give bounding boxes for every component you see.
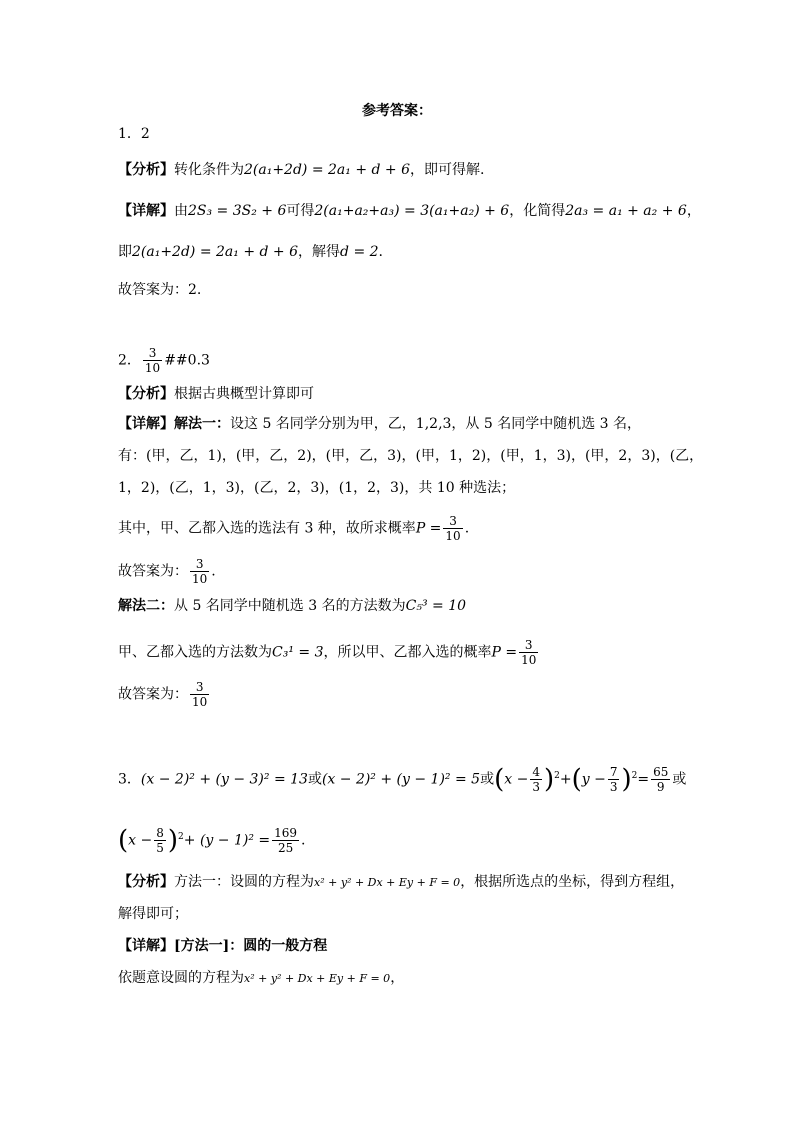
q2-answer-line bbox=[118, 346, 734, 375]
q2-method1-list-1: 有：(甲，乙，1)，(甲，乙，2)，(甲，乙，3)，(甲，1，2)，(甲，1，3)，(甲，2，3)，(乙， bbox=[118, 448, 704, 464]
q2-method2-numerator: 3 bbox=[519, 638, 538, 653]
q1-line2-text-b: ，解得 bbox=[298, 244, 341, 260]
q3-detail-line-2 bbox=[118, 968, 734, 989]
q3-detail-text-b: ， bbox=[390, 970, 405, 986]
q3-equation-2: (x − 2)² + (y − 1)² = 5 bbox=[321, 771, 481, 788]
q1-analysis-text-a: 转化条件为 bbox=[174, 162, 244, 178]
q3-analysis-line-2: 解得即可； bbox=[118, 906, 188, 922]
q3-eq3-fraction-1 bbox=[530, 765, 542, 794]
page-title: 参考答案： bbox=[362, 103, 432, 119]
q1-analysis-text-b: ，即可得解. bbox=[410, 162, 485, 178]
q3-detail-text-a: 依题意设圆的方程为 bbox=[118, 970, 244, 986]
q3-eq4-fraction-1 bbox=[154, 826, 166, 855]
q3-eq3-numerator-3: 65 bbox=[653, 765, 669, 779]
q1-analysis-tag: 【分析】 bbox=[118, 162, 174, 178]
q2-method2-equation-2: C₃¹ = 3 bbox=[272, 644, 324, 661]
q2-method1-probability-line bbox=[118, 514, 734, 543]
q2-method2-p: P = bbox=[491, 644, 518, 661]
q2-method1-text-d: 其中，甲、乙都入选的选法有 3 种，故所求概率 bbox=[118, 520, 416, 537]
q1-answer-line bbox=[118, 124, 734, 144]
q3-eq3-plus: + bbox=[559, 771, 572, 788]
q3-eq4-end: . bbox=[301, 832, 306, 849]
q3-eq3-equals: = bbox=[637, 771, 650, 788]
q3-detail-equation: x² + y² + Dx + Ey + F = 0 bbox=[244, 972, 391, 985]
q2-method1-numerator: 3 bbox=[443, 514, 462, 529]
q3-eq3-fraction-3 bbox=[651, 765, 670, 794]
q2-method1-fraction bbox=[443, 514, 462, 543]
q3-analysis-text-b: ，根据所选点的坐标，得到方程组， bbox=[460, 874, 685, 890]
q3-eq4-text-a: x − bbox=[128, 832, 153, 849]
q2-answer-alt: ##0.3 bbox=[164, 352, 210, 369]
q3-answer-line-1 bbox=[118, 765, 734, 794]
q2-method2-text-c: ，所以甲、乙都入选的概率 bbox=[323, 644, 492, 661]
q1-detail-equation-3: 2a₃ = a₁ + a₂ + 6 bbox=[565, 203, 687, 219]
q3-right-paren-2: ) bbox=[621, 764, 632, 795]
q2-final1-numerator: 3 bbox=[190, 557, 209, 572]
q1-line2-text-a: 即 bbox=[118, 244, 132, 260]
q2-detail-line bbox=[118, 414, 734, 434]
q3-eq4-text-b: + (y − 1)² = bbox=[183, 832, 271, 849]
q2-analysis-tag: 【分析】 bbox=[118, 386, 174, 402]
q2-analysis-line bbox=[118, 384, 734, 404]
q3-eq3-numerator-2: 7 bbox=[609, 765, 618, 779]
q3-analysis-text-a: 方法一：设圆的方程为 bbox=[174, 874, 314, 890]
q2-method1-p: P = bbox=[415, 520, 442, 537]
q3-eq3-denominator-2: 3 bbox=[609, 780, 618, 794]
q1-number: 1． bbox=[118, 126, 141, 142]
q2-final2-denominator: 10 bbox=[192, 695, 208, 709]
q3-answer-line-2 bbox=[118, 826, 734, 855]
q2-analysis-text: 根据古典概型计算即可 bbox=[174, 386, 314, 402]
q3-square-1: 2 bbox=[554, 770, 560, 781]
q1-detail-text-c: ，化简得 bbox=[509, 203, 566, 219]
q2-final-2 bbox=[118, 680, 734, 709]
q2-method2-line bbox=[118, 596, 734, 616]
q3-detail-line bbox=[118, 936, 734, 956]
q3-eq3-numerator-1: 4 bbox=[532, 765, 540, 779]
q3-detail-tag: 【详解】 bbox=[118, 938, 174, 954]
q3-equation-1: (x − 2)² + (y − 3)² = 13 bbox=[140, 771, 308, 788]
q2-final1-end: . bbox=[211, 563, 216, 580]
q2-method2-equation: C₅³ = 10 bbox=[405, 598, 467, 614]
q3-square-2: 2 bbox=[631, 770, 638, 781]
q2-final2-numerator: 3 bbox=[190, 680, 209, 695]
q3-detail-heading: [方法一]：圆的一般方程 bbox=[174, 938, 328, 954]
q2-method2-probability-line bbox=[118, 638, 734, 667]
q3-number: 3． bbox=[118, 771, 141, 788]
q1-analysis-equation: 2(a₁+2d) = 2a₁ + d + 6 bbox=[244, 162, 411, 178]
q3-left-paren-2: ( bbox=[571, 764, 582, 795]
q1-detail-line bbox=[118, 201, 734, 221]
q2-answer-denominator: 10 bbox=[144, 361, 161, 375]
q2-method2-denominator: 10 bbox=[521, 653, 537, 667]
q3-right-paren-3: ) bbox=[167, 825, 179, 856]
q3-eq4-numerator-1: 8 bbox=[156, 826, 164, 840]
q1-detail-text-b: 可得 bbox=[286, 203, 315, 219]
q1-detail-tag: 【详解】 bbox=[118, 203, 174, 219]
q3-eq4-denominator-2: 25 bbox=[277, 841, 294, 855]
q1-detail-text-a: 由 bbox=[174, 203, 188, 219]
q2-answer-numerator: 3 bbox=[143, 346, 162, 361]
q2-method2-text-a: 从 5 名同学中随机选 3 名的方法数为 bbox=[174, 598, 406, 614]
q2-final1-text: 故答案为： bbox=[118, 563, 188, 580]
q3-analysis-line bbox=[118, 872, 734, 893]
q2-final2-text: 故答案为： bbox=[118, 686, 188, 703]
q3-or-1: 或 bbox=[307, 771, 322, 788]
q1-final-answer: 故答案为：2. bbox=[118, 282, 202, 298]
q2-method1-tag: 解法一： bbox=[174, 416, 230, 432]
q2-method2-tag: 解法二： bbox=[118, 598, 174, 614]
q3-left-paren-3: ( bbox=[118, 825, 129, 856]
q3-eq3-denominator-1: 3 bbox=[532, 780, 540, 794]
q1-detail-text-d: ， bbox=[686, 203, 701, 219]
q3-eq3-denominator-3: 9 bbox=[656, 780, 665, 794]
q2-method2-fraction bbox=[519, 638, 538, 667]
q2-final1-denominator: 10 bbox=[192, 572, 208, 586]
q3-analysis-tag: 【分析】 bbox=[118, 874, 174, 890]
q2-method1-list-2: 1，2)，(乙，1，3)，(乙，2，3)，(1，2，3)，共 10 种选法； bbox=[118, 480, 516, 496]
q2-answer-fraction bbox=[143, 346, 162, 375]
q3-or-3: 或 bbox=[672, 771, 687, 788]
q2-final-1 bbox=[118, 557, 734, 586]
q3-eq4-numerator-2: 169 bbox=[274, 826, 298, 840]
q1-detail-equation-2: 2(a₁+a₂+a₃) = 3(a₁+a₂) + 6 bbox=[314, 203, 510, 219]
q2-final2-fraction bbox=[190, 680, 209, 709]
q2-final1-fraction bbox=[190, 557, 209, 586]
q3-eq3-text-a: x − bbox=[504, 771, 529, 788]
q1-analysis-line bbox=[118, 160, 734, 180]
q3-eq3-text-c: y − bbox=[581, 771, 606, 788]
q3-eq4-denominator-1: 5 bbox=[156, 841, 164, 855]
q3-square-3: 2 bbox=[178, 831, 184, 842]
q1-answer: 2 bbox=[140, 126, 150, 142]
q2-method2-text-b: 甲、乙都入选的方法数为 bbox=[118, 644, 272, 661]
q1-detail-equation-1: 2S₃ = 3S₂ + 6 bbox=[188, 203, 287, 219]
q2-method1-text-a: 设这 5 名同学分别为甲，乙，1,2,3，从 5 名同学中随机选 3 名， bbox=[230, 416, 642, 432]
q1-line2-equation-2: d = 2 bbox=[340, 244, 379, 260]
q1-line2-text-c: . bbox=[378, 244, 383, 260]
q2-number: 2． bbox=[118, 352, 141, 369]
q2-method1-denominator: 10 bbox=[445, 529, 461, 543]
q2-method1-end: . bbox=[464, 520, 470, 537]
q1-line2-equation-1: 2(a₁+2d) = 2a₁ + d + 6 bbox=[132, 244, 299, 260]
q3-left-paren-1: ( bbox=[494, 764, 505, 795]
q3-or-2: 或 bbox=[480, 771, 495, 788]
q3-eq4-fraction-2 bbox=[272, 826, 299, 855]
q1-detail-line-2 bbox=[118, 242, 734, 262]
q3-right-paren-1: ) bbox=[543, 764, 555, 795]
q2-detail-tag: 【详解】 bbox=[118, 416, 174, 432]
q3-eq3-fraction-2 bbox=[608, 765, 620, 794]
q3-analysis-equation: x² + y² + Dx + Ey + F = 0 bbox=[314, 876, 461, 889]
